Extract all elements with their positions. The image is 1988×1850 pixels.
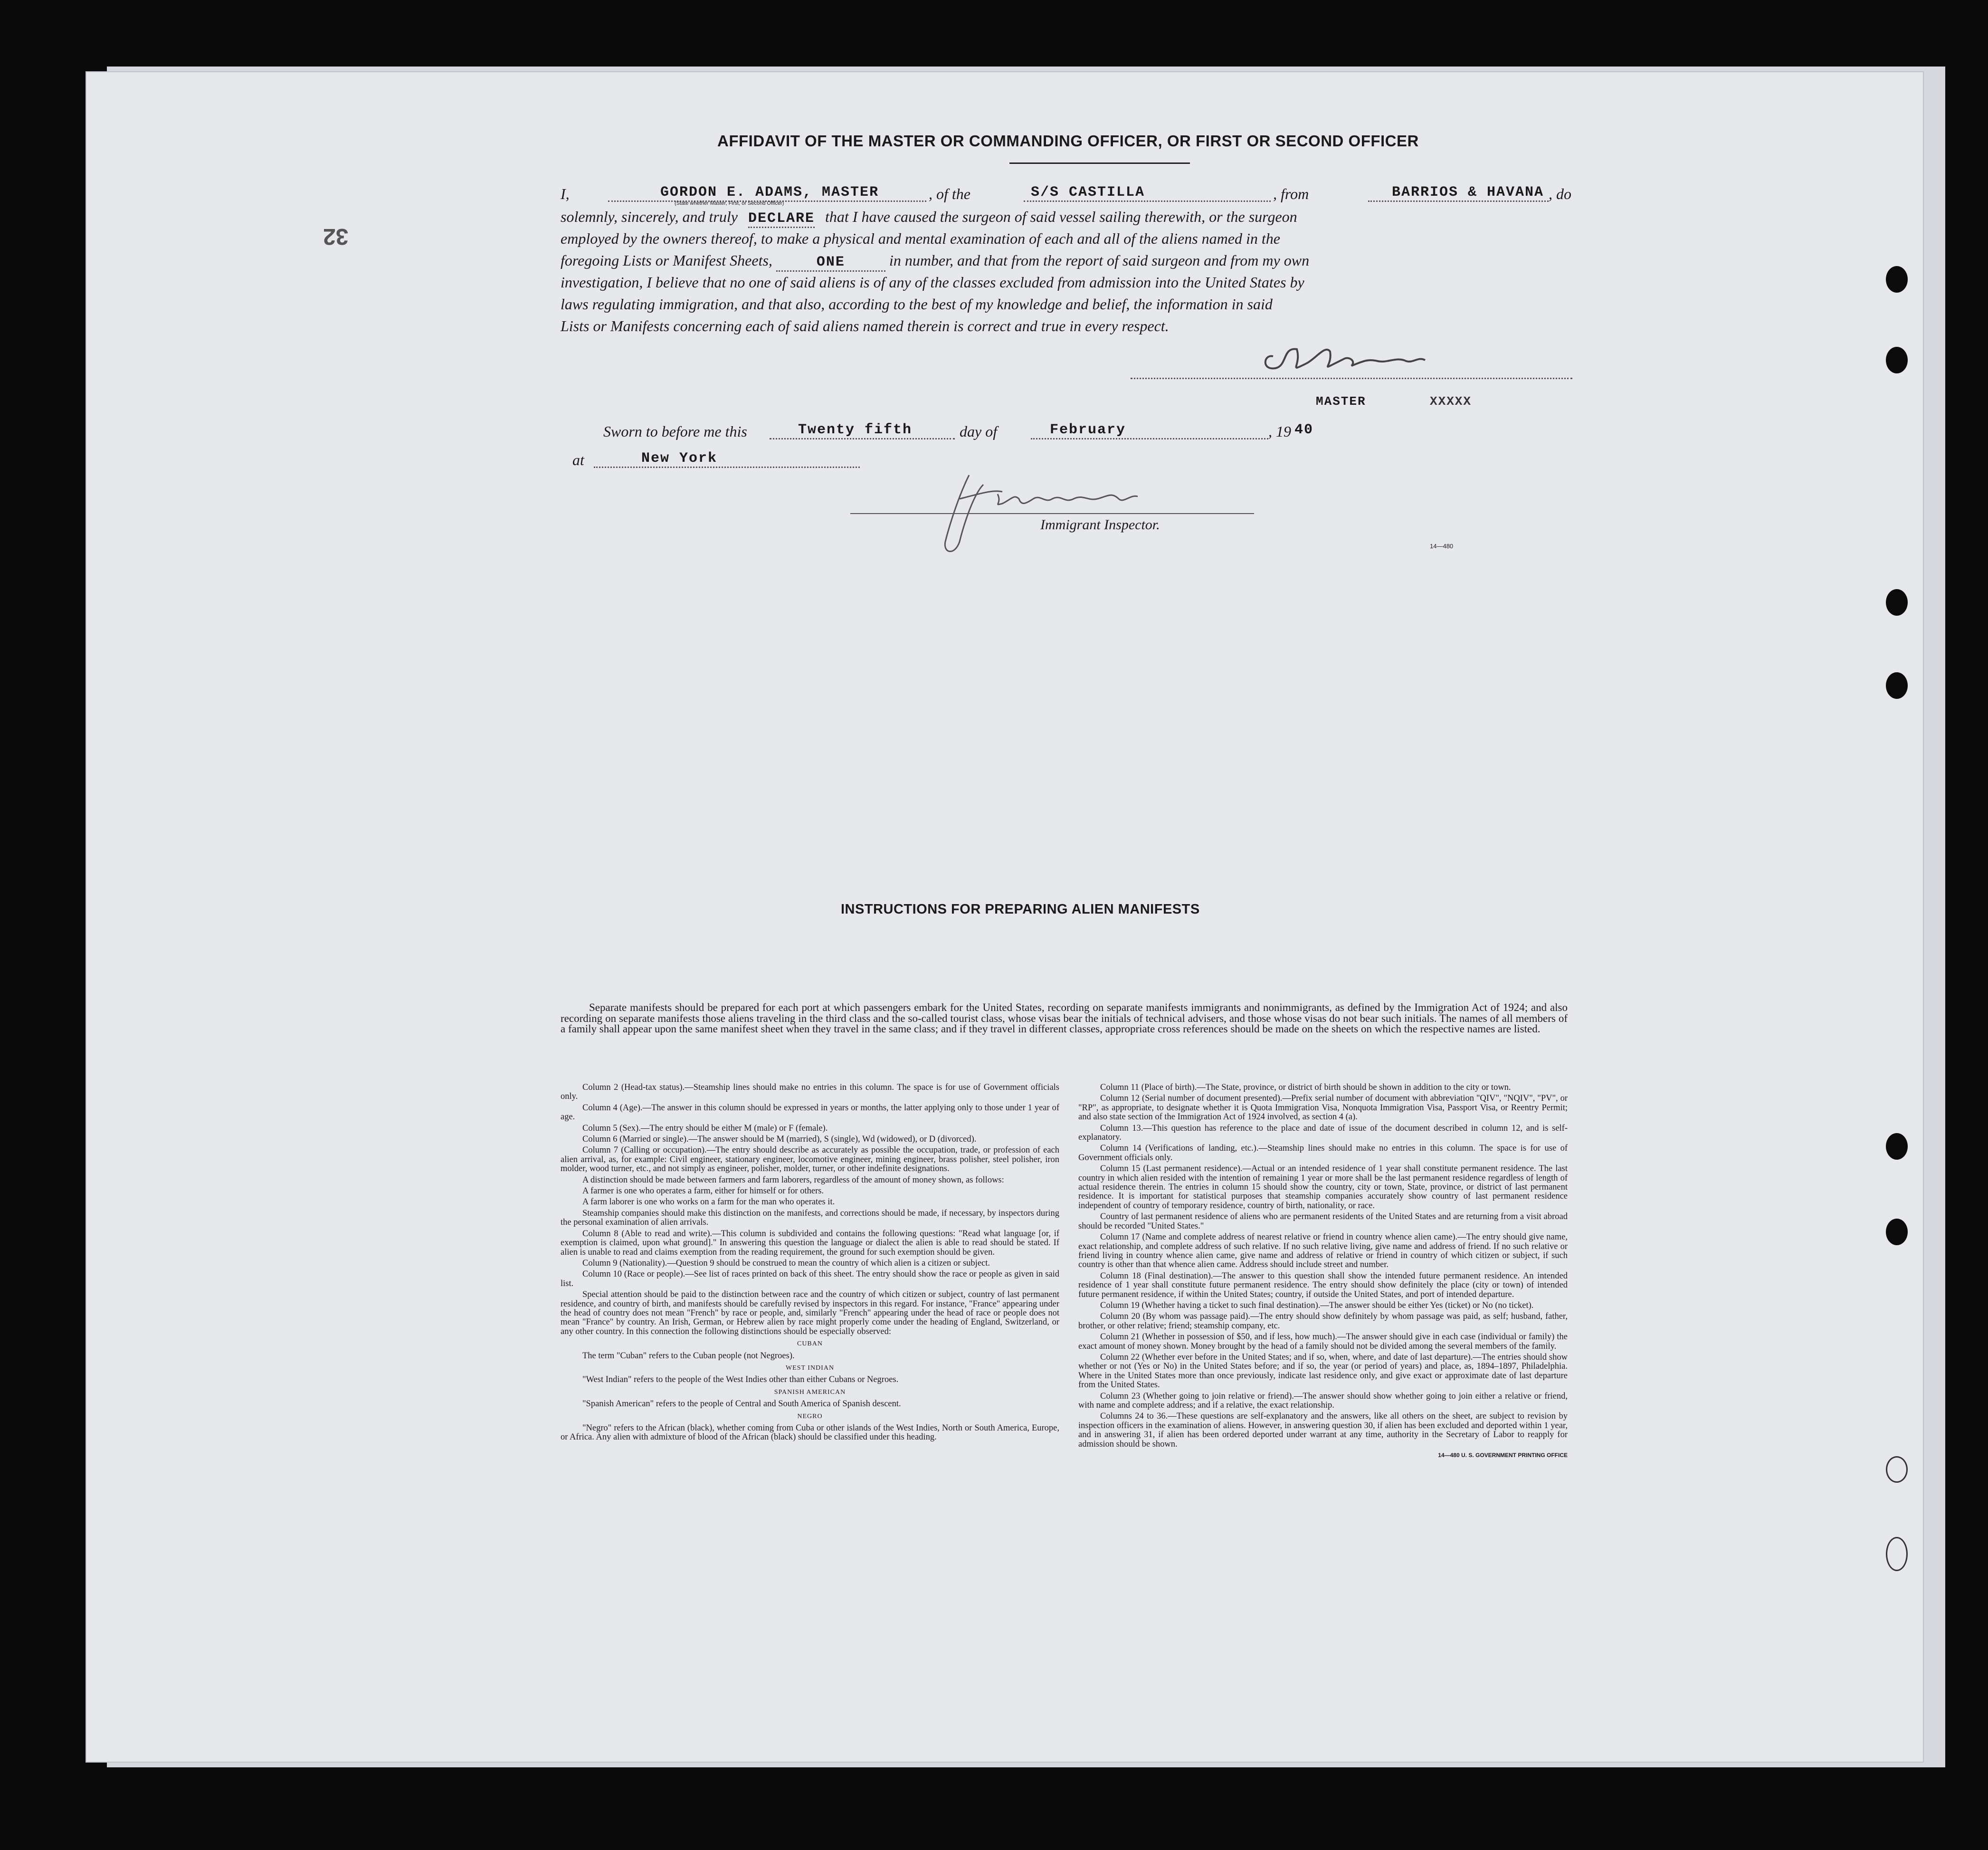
affidavit-form-number: 14—480 bbox=[1430, 543, 1454, 550]
port-fill-line bbox=[1368, 200, 1549, 202]
instruction-paragraph: Steamship companies should make this distinction on the manifests, and corrections should be made, if necessary, by inspectors during the personal examination of alien arrivals. bbox=[561, 1208, 1059, 1228]
instruction-paragraph: Column 22 (Whether ever before in the United States; and if so, when, where, and date of last departure).—The entries should show whether or not (Yes or No) in the United States before; and if so, the year (or period of years) and place, as, 1894–1897, Philadelphia. Where in the United States more than once previously, indicate last residence only, and give exact or approximate date of last departure from the United States. bbox=[1078, 1352, 1568, 1390]
affidavit-of-the: , of the bbox=[929, 185, 970, 202]
sworn-day-of: day of bbox=[960, 423, 998, 440]
instruction-paragraph: Columns 24 to 36.—These questions are self-explanatory and the answers, like all others on the sheet, are subject to revision by inspection officers in the examination of aliens. However, in answering question 30, if alien has been excluded and deported within 1 year, and in answering 31, if alien has been ordered deported under warrant at any time, authority in the Secretary of Labor to reapply for admission should be shown. bbox=[1078, 1411, 1568, 1449]
affidavit-from: , from bbox=[1273, 185, 1309, 202]
vessel-fill-line bbox=[1024, 200, 1271, 202]
margin-mark: 32 bbox=[323, 224, 349, 249]
manifest-page bbox=[86, 71, 1924, 1763]
instruction-paragraph: Country of last permanent residence of aliens who are permanent residents of the United States and are returning from a visit abroad should be recorded "United States." bbox=[1078, 1212, 1568, 1231]
line4-end: in number, and that from the report of said surgeon and from my own bbox=[889, 252, 1310, 269]
affidavit-i: I, bbox=[561, 185, 570, 202]
place-fill-line bbox=[594, 467, 860, 468]
sheet-count: ONE bbox=[776, 254, 885, 272]
instruction-paragraph: Column 8 (Able to read and write).—This column is subdivided and contains the following questions: "Read what language [or, if exemption is claimed, upon what ground]." In answering this question the language or dialect the alien is able to read should be stated. If alien is unable to read and claims exemption from the reading requirement, the ground for such exemption should be given. bbox=[561, 1229, 1059, 1257]
race-heading: CUBAN bbox=[797, 1340, 823, 1348]
affidavit-line-5: investigation, I believe that no one of said aliens is of any of the classes excluded from admission into the United States by bbox=[561, 274, 1304, 291]
affidavit-line-6: laws regulating immigration, and that also, according to the best of my knowledge and belief, the information in said bbox=[561, 296, 1273, 313]
instruction-paragraph: Special attention should be paid to the distinction between race and the country of which citizen or subject, country of last permanent residence, and country of birth, and manifests should be carefully revised by inspectors in this regard. For instance, "France" appearing under the head of country does not mean "French" by race or people, and, similarly "French" appearing under the head of race or people does not mean "France" by country. An Irish, German, or Hebrew alien by race might properly come under the heading of England, Switzerland, or any other country. In this connection the following distinctions should be especially observed: bbox=[561, 1290, 1059, 1336]
instruction-paragraph: Column 17 (Name and complete address of nearest relative or friend in country whence alien came).—The entry should give name, exact relationship, and complete address of such relative. If no such relative living, give name and address of friend. If no such relative or friend living in country whence alien came, give name and address of relative or friend in country of which citizen or subject, if such country is other than that whence alien came. Address should include street and number. bbox=[1078, 1232, 1568, 1270]
day-fill-line bbox=[770, 438, 955, 439]
instruction-paragraph: Column 9 (Nationality).—Question 9 should be construed to mean the country of which alien is a citizen or subject. bbox=[582, 1258, 990, 1268]
affidavit-do: , do bbox=[1549, 185, 1571, 202]
declare-word: DECLARE bbox=[748, 210, 815, 228]
affidavit-line-4 bbox=[561, 252, 1309, 272]
binder-hole bbox=[1886, 672, 1908, 699]
instruction-paragraph: Column 18 (Final destination).—The answer to this question shall show the intended future permanent residence. An intended residence of 1 year shall constitute future permanent residence. The entry should show definitely the place (city or town) of intended future permanent residence, if within the United States; country, if outside the United States, and port of intended departure. bbox=[1078, 1271, 1568, 1299]
binder-hole bbox=[1886, 1537, 1908, 1571]
sworn-place: New York bbox=[641, 450, 718, 467]
race-note: "West Indian" refers to the people of the West Indies other than either Cubans or Negroes. bbox=[582, 1375, 899, 1385]
binder-hole bbox=[1886, 347, 1908, 373]
instructions-intro: Separate manifests should be prepared for each port at which passengers embark for the United States, recording on separate manifests immigrants and nonimmigrants, as defined by the Immigration Act of 1924; and also recording on separate manifests those aliens traveling in the third class and the so-called tourist class, whose visas bear the initials of technical advisers, and those whose visas do not bear such initials. The names of all members of a family shall appear upon the same manifest sheet when they travel in the same class; and if they travel in different classes, appropriate cross references should be made on the sheets on which the respective names are listed. bbox=[561, 1001, 1568, 1035]
sworn-year-prefix: , 19 bbox=[1268, 423, 1291, 440]
master-signature-line bbox=[1131, 378, 1572, 379]
instruction-paragraph: Column 19 (Whether having a ticket to such final destination).—The answer should be either Yes (ticket) or No (no ticket). bbox=[1100, 1300, 1534, 1310]
inspector-label: Immigrant Inspector. bbox=[1040, 517, 1160, 533]
instruction-paragraph: Column 10 (Race or people).—See list of races printed on back of this sheet. The entry should show the race or people as given in said list. bbox=[561, 1269, 1059, 1288]
sworn-year: 40 bbox=[1294, 422, 1314, 438]
instruction-paragraph: Column 7 (Calling or occupation).—The entry should describe as accurately as possible the occupation, trade, or profession of each alien arrival, as, for example: Civil engineer, stationary engineer, locomotive engineer, mining engineer, brass polisher, steel polisher, iron molder, wood turner, etc., and not simply as engineer, polisher, molder, turner, or other indefinite designations. bbox=[561, 1145, 1059, 1174]
month-fill-line bbox=[1031, 438, 1268, 439]
instruction-paragraph: A farm laborer is one who works on a farm for the man who operates it. bbox=[582, 1197, 835, 1207]
instruction-paragraph: Column 12 (Serial number of document presented).—Prefix serial number of document with abbreviation "QIV", "NQIV", "PV", or "RP", as appropriate, to designate whether it is Quota Immigration Visa, Nonquota Immigration Visa, Passport Visa, or Reentry Permit; and also state section of the Immigration Act of 1924 involved, as section 4 (a). bbox=[1078, 1094, 1568, 1122]
instruction-paragraph: Column 23 (Whether going to join relative or friend).—The answer should show whether going to join either a relative or friend, with name and complete address; and if a relative, the exact relationship. bbox=[1078, 1391, 1568, 1410]
sworn-month: February bbox=[1050, 422, 1126, 438]
race-note: "Spanish American" refers to the people of Central and South America of Spanish descent. bbox=[582, 1399, 901, 1409]
instructions-right-column bbox=[1078, 1083, 1568, 1462]
race-note: The term "Cuban" refers to the Cuban people (not Negroes). bbox=[582, 1351, 795, 1361]
instructions-title: INSTRUCTIONS FOR PREPARING ALIEN MANIFESTS bbox=[841, 902, 1200, 917]
instruction-paragraph: Column 6 (Married or single).—The answer should be M (married), S (single), Wd (widowed), or D (divorced). bbox=[582, 1135, 977, 1144]
instruction-paragraph: Column 2 (Head-tax status).—Steamship lines should make no entries in this column. The space is for use of Government officials only. bbox=[561, 1083, 1059, 1102]
instruction-paragraph: A distinction should be made between farmers and farm laborers, regardless of the amount of money shown, as follows: bbox=[582, 1175, 1004, 1185]
binder-hole bbox=[1886, 266, 1908, 293]
affidavit-line-1 bbox=[561, 185, 570, 203]
instruction-paragraph: Column 11 (Place of birth).—The State, province, or district of birth should be shown in addition to the city or town. bbox=[1100, 1083, 1511, 1092]
binder-hole bbox=[1886, 1219, 1908, 1245]
binder-hole bbox=[1886, 1133, 1908, 1160]
affidavit-line-2 bbox=[561, 208, 1297, 227]
instruction-paragraph: Column 20 (By whom was passage paid).—The entry should show definitely by whom passage was paid, as self; husband, father, brother, or other relative; friend; steamship company, etc. bbox=[1078, 1312, 1568, 1331]
instruction-paragraph: Column 4 (Age).—The answer in this column should be expressed in years or months, the latter applying only to those under 1 year of age. bbox=[561, 1103, 1059, 1122]
line2-end: that I have caused the surgeon of said vessel sailing therewith, or the surgeon bbox=[825, 208, 1297, 225]
race-heading: WEST INDIAN bbox=[785, 1364, 835, 1372]
instruction-paragraph: Column 5 (Sex).—The entry should be either M (male) or F (female). bbox=[582, 1123, 828, 1133]
line4-start: foregoing Lists or Manifest Sheets, bbox=[561, 252, 772, 269]
race-note: "Negro" refers to the African (black), whether coming from Cuba or other islands of the West Indies, North or South America, Europe, or Africa. Any alien with admixture of blood of the African (black) should be classified under this heading. bbox=[561, 1423, 1059, 1442]
vessel-name: S/S CASTILLA bbox=[1031, 184, 1145, 200]
inspector-signature-line bbox=[850, 513, 1254, 514]
port-from: BARRIOS & HAVANA bbox=[1392, 184, 1544, 200]
instruction-paragraph: Column 15 (Last permanent residence).—Actual or an intended residence of 1 year shall constitute permanent residence. The last country in which alien resided with the intention of remaining 1 year or more shall be the last permanent residence regardless of length of actual residence therein. The entries in column 15 should show the country, city or town, State, province, or district of last permanent residence. It is important for statistical purposes that steamship companies accurately show country of last permanent residence independent of country of temporary residence, country of birth, nationality, or race. bbox=[1078, 1164, 1568, 1211]
affidavit-line-7: Lists or Manifests concerning each of said aliens named therein is correct and true in every respect. bbox=[561, 317, 1169, 334]
instruction-paragraph: Column 21 (Whether in possession of $50, and if less, how much).—The answer should give in each case (individual or family) the exact amount of money shown. Money brought by the head of a family should not be divided among the several members of the family. bbox=[1078, 1332, 1568, 1351]
instruction-paragraph: Column 13.—This question has reference to the place and date of issue of the document described in column 12, and is self-explanatory. bbox=[1078, 1123, 1568, 1143]
sworn-start: Sworn to before me this bbox=[603, 423, 747, 440]
affidavit-title: AFFIDAVIT OF THE MASTER OR COMMANDING OFFICER, OR FIRST OR SECOND OFFICER bbox=[717, 132, 1419, 150]
at-label: at bbox=[572, 451, 584, 468]
instructions-left-column bbox=[561, 1083, 1059, 1444]
signer-title: MASTER bbox=[1316, 394, 1366, 409]
rank-note: (State whether Master, First, or Second Officer) bbox=[675, 200, 784, 206]
instruction-paragraph: A farmer is one who operates a farm, either for himself or for others. bbox=[582, 1186, 824, 1196]
master-signature bbox=[1254, 337, 1454, 380]
instruction-paragraph: Column 14 (Verifications of landing, etc.).—Steamship lines should make no entries in this column. The space is for use of Government officials only. bbox=[1078, 1144, 1568, 1163]
officer-name-rank: GORDON E. ADAMS, MASTER bbox=[660, 184, 879, 200]
binder-hole bbox=[1886, 1456, 1908, 1483]
sworn-day: Twenty fifth bbox=[798, 422, 913, 438]
race-heading: SPANISH AMERICAN bbox=[774, 1388, 846, 1396]
affidavit-line-3: employed by the owners thereof, to make a physical and mental examination of each and all of the aliens named in the bbox=[561, 230, 1280, 247]
race-heading: NEGRO bbox=[797, 1412, 823, 1420]
instructions-footer: 14—480 U. S. GOVERNMENT PRINTING OFFICE bbox=[1438, 1452, 1568, 1459]
binder-hole bbox=[1886, 589, 1908, 616]
line2-start: solemnly, sincerely, and truly bbox=[561, 208, 738, 225]
title-rule bbox=[1009, 162, 1190, 164]
struck-title: XXXXX bbox=[1430, 394, 1472, 409]
